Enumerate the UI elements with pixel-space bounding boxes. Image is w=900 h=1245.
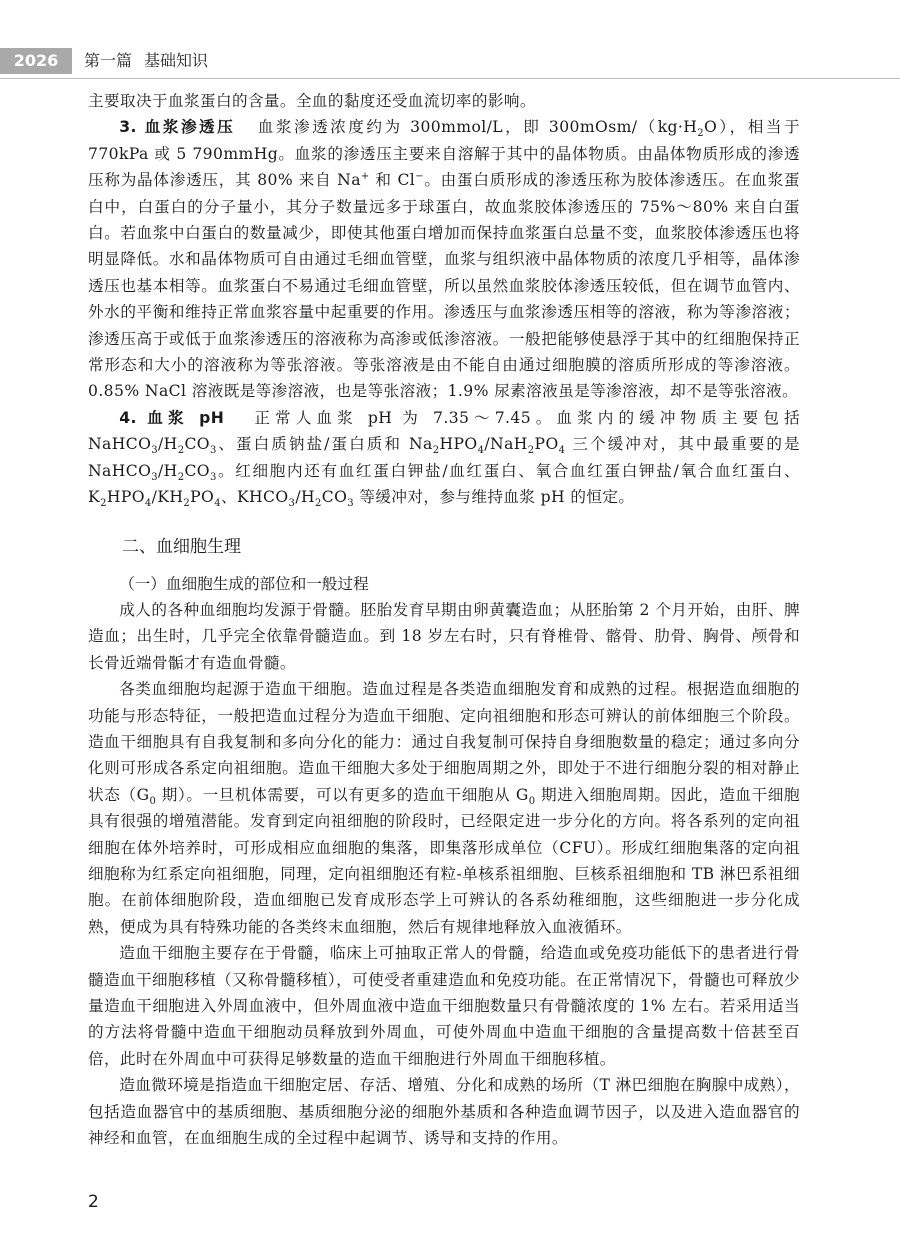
osmotic-pressure-heading: 3. 血浆渗透压	[119, 118, 236, 137]
part-label: 第一篇	[84, 51, 133, 70]
body-paragraph-4: 造血微环境是指造血干细胞定居、存活、增殖、分化和成熟的场所（T 淋巴细胞在胸腺中成熟），包括造血器官中的基质细胞、基质细胞分泌的细胞外基质和各种造血调节因子，以及进入造血器官的神经和血管，在血细胞生成的全过程中起调节、诱导和支持的作用。	[88, 1076, 800, 1148]
osmotic-pressure-paragraph: 3. 血浆渗透压 血浆渗透浓度约为 300mmol/L，即 $300mOsm/(kg\cdot H_2O)$，相当于 770kPa 或 5 790mmHg。血浆的渗透压主要来自溶解于其中的晶体物质。由晶体物质形成的渗透压称为晶体渗透压，其 80% 来自 Na+ 和 Cl−。由蛋白质形成的渗透压称为胶体渗透压。在血浆蛋白中，白蛋白的分子量小，其分子数量远多于球蛋白，故血浆胶体渗透压的 75%～80% 来自白蛋白。若血浆中白蛋白的数量减少，即使其他蛋白增加而保持血浆蛋白总量不变，血浆胶体渗透压也将明显降低。水和晶体物质可自由通过毛细血管壁，血浆与组织液中晶体物质的浓度几乎相等，晶体渗透压也基本相等。血浆蛋白不易通过毛细血管壁，所以虽然血浆胶体渗透压较低，但在调节血管内、外水的平衡和维持正常血浆容量中起重要的作用。渗透压与血浆渗透压相等的溶液，称为等渗溶液；渗透压高于或低于血浆渗透压的溶液称为高渗或低渗溶液。一般把能够使悬浮于其中的红细胞保持正常形态和大小的溶液称为等张溶液。等张溶液是由不能自由通过细胞膜的溶质所形成的等渗溶液。0.85% NaCl 溶液既是等渗溶液，也是等张溶液；1.9% 尿素溶液虽是等渗溶液，却不是等张溶液。	[88, 118, 801, 401]
part-title: 基础知识	[144, 51, 209, 70]
page-number: 2	[88, 1192, 99, 1212]
body-paragraph-1: 成人的各种血细胞均发源于骨髓。胚胎发育早期由卵黄囊造血；从胚胎第 2 个月开始，由肝、脾造血；出生时，几乎完全依靠骨髓造血。到 18 岁左右时，只有脊椎骨、髂骨、肋骨、胸骨、颅骨和长骨近端骨骺才有造血骨髓。	[88, 600, 800, 672]
year-badge: 2026	[0, 48, 72, 74]
header-divider	[0, 78, 900, 79]
body-paragraph-3: 造血干细胞主要存在于骨髓，临床上可抽取正常人的骨髓，给造血或免疫功能低下的患者进行骨髓造血干细胞移植（又称骨髓移植），可使受者重建造血和免疫功能。在正常情况下，骨髓也可释放少量造血干细胞进入外周血液中，但外周血液中造血干细胞数量只有骨髓浓度的 1% 左右。若采用适当的方法将骨髓中造血干细胞动员释放到外周血，可使外周血中造血干细胞的含量提高数十倍甚至百倍，此时在外周血中可获得足够数量的造血干细胞进行外周血干细胞移植。	[88, 944, 800, 1068]
body-paragraph-2: 各类血细胞均起源于造血干细胞。造血过程是各类造血细胞发育和成熟的过程。根据造血细胞的功能与形态特征，一般把造血过程分为造血干细胞、定向祖细胞和形态可辨认的前体细胞三个阶段。造血干细胞具有自我复制和多向分化的能力：通过自我复制可保持自身细胞数量的稳定；通过多向分化则可形成各系定向祖细胞。造血干细胞大多处于细胞周期之外，即处于不进行细胞分裂的相对静止状态（$G_0$ 期）。一旦机体需要，可以有更多的造血干细胞从 $G_0$ 期进入细胞周期。因此，造血干细胞具有很强的增殖潜能。发育到定向祖细胞的阶段时，已经限定进一步分化的方向。将各系列的定向祖细胞在体外培养时，可形成相应血细胞的集落，即集落形成单位（CFU）。形成红细胞集落的定向祖细胞称为红系定向祖细胞，同理，定向祖细胞还有粒-单核系祖细胞、巨核系祖细胞和 TB 淋巴系祖细胞。在前体细胞阶段，造血细胞已发育成形态学上可辨认的各系幼稚细胞，这些细胞进一步分化成熟，便成为具有特殊功能的各类终末血细胞，然后有规律地释放入血液循环。	[88, 680, 800, 936]
section-title: 二、血细胞生理	[122, 536, 241, 557]
carryover-paragraph: 主要取决于血浆蛋白的含量。全血的黏度还受血流切率的影响。	[88, 92, 536, 110]
plasma-ph-paragraph: 4. 血浆 pH 正常人血浆 pH 为 7.35～7.45。血浆内的缓冲物质主要包括 $NaHCO_3/H_2CO_3$、蛋白质钠盐/蛋白质和 $Na_2HPO_4/NaH_2PO_4$ 三个缓冲对，其中最重要的是 $NaHCO_3/H_2CO_3$。红细胞内还有血红蛋白钾盐/血红蛋白、氧合血红蛋白钾盐/氧合血红蛋白、$K_2HPO_4/KH_2PO_4$、$KHCO_3/H_2CO_3$ 等缓冲对，参与维持血浆 pH 的恒定。	[88, 408, 800, 510]
plasma-ph-heading: 4. 血浆 pH	[119, 408, 225, 427]
subsection-title: （一）血细胞生成的部位和一般过程	[119, 574, 369, 593]
page-body	[88, 88, 800, 1151]
page-header	[0, 0, 900, 78]
chapter-heading	[84, 50, 208, 72]
